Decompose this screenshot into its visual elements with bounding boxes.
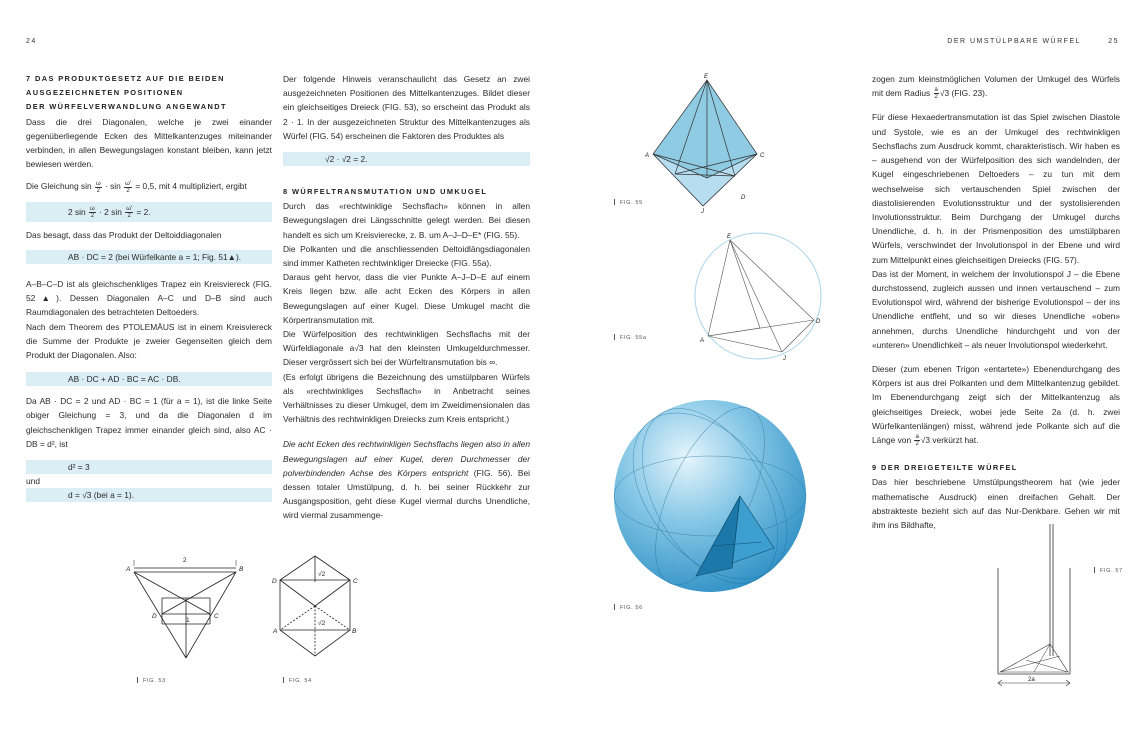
paragraph: Das besagt, dass das Produkt der Deltoiddiagonalen: [26, 229, 222, 240]
running-title: DER UMSTÜLPBARE WÜRFEL: [947, 38, 1081, 45]
equation-highlight: d = √3 (bei a = 1).: [26, 488, 272, 502]
fig56-sphere: [612, 396, 812, 596]
fig55a-label: D: [816, 319, 821, 325]
fraction: $\frac{a}{2}$: [934, 87, 938, 101]
fig53-label: A: [126, 566, 131, 573]
fraction: $\frac{\omega}{2}$: [95, 180, 101, 194]
fig54-label: C: [353, 578, 358, 585]
fig53-label: 2: [183, 557, 187, 564]
paragraph: Die Polkanten und die anschliessenden Deltoidlängsdiagonalen sind immer Katheten rechtwinkliger Dreiecke (FIG. 55a).: [283, 243, 530, 269]
fraction: $\frac{a}{2}$: [915, 434, 919, 448]
paragraph: Da AB · DC = 2 und AD · BC = 1 (für a = 1), ist die linke Seite obiger Gleichung = 3, und da die Diagonalen d im gleichschenkligen Trapez immer einander gleich sind, also AC · DB = d², ist: [26, 396, 272, 449]
equation-highlight: √2 · √2 = 2.: [283, 152, 530, 166]
fig54-label: D: [272, 578, 277, 585]
paragraph: Durch das «rechtwinklige Sechsflach» können in allen Bewegungslagen drei Längsschnitte gelegt werden. Bei diesen handelt es sich um Kreisvierecke, z. B. um A–J–D–E* (FIG. 55).: [283, 201, 530, 240]
paragraph: Für diese Hexaedertransmutation ist das Spiel zwischen Diastole und Systole, wie es an der Umkugel des rechtwinkligen Sechsflachs zum Ausdruck kommt, charakteristisch. Wir haben es – ausgehend von der Würfelposition des sich wandelnden, der Kugel eingeschriebenen Deltoeders – zu tun mit dem wechselweise sich vertauschenden Spiel zwischen der diastolisierenden Evolutionsstruktur und der systolisierenden Involutionsstruktur. Beim Durchgang der Umkugel durchs Unendliche, d. h. in der Prismenposition des umstülpbaren Würfels, verschwindet der Involutionspol in der Ebene und wird zum Mittelpunkt eines gleichseitigen Dreiecks (FIG. 57).: [872, 112, 1120, 265]
equation-highlight: 2 sin $\frac{\omega}{2}$ · 2 sin $\frac{\omega'}{2}$ = 2.: [26, 202, 272, 222]
fig55a-caption: FIG. 55a: [614, 334, 647, 341]
fig54-label: √2: [318, 571, 326, 578]
paragraph: Nach dem Theorem des PTOLEMÄUS ist in einem Kreisviereck die Summe der Produkte je zweier Gegenseiten gleich dem Produkt der Diagonalen. Also:: [26, 321, 272, 360]
fig55a-label: J: [783, 356, 786, 362]
fig54-diagram: [270, 552, 360, 664]
fig55a-diagram: [690, 228, 830, 366]
paragraph: Das hier beschriebene Umstülpungstheorem hat (wie jeder mathematische Ausdruck) einen dreifachen Gehalt. Der abstrakteste bezieht sich auf das Nur-Denkbare. Gehen wir mit ihm ins Bildhafte,: [872, 477, 1120, 531]
fig53-label: D: [152, 613, 157, 620]
fig55-caption: FIG. 55: [614, 199, 643, 206]
paragraph: Die acht Ecken des rechtwinkligen Sechsflachs liegen also in allen Bewegungslagen auf einer Kugel, deren Durchmesser der polverbindenden Achse des Körpers entspricht (FIG. 56). Bei dessen totaler Umstülpung, d. h. bei seiner Rückkehr zur Ausgangsposition, geht diese Kugel viermal durchs Unendliche, wird viermal zusammenge-: [283, 439, 531, 521]
page-number-right: 25: [1108, 38, 1119, 45]
fig57-label: 2a: [1028, 677, 1035, 683]
paragraph: zogen zum kleinstmöglichen Volumen der Umkugel des Würfels mit dem Radius $\frac{a}{2}$ √3 (FIG. 23).: [872, 74, 1120, 101]
fraction: $\frac{\omega'}{2}$: [125, 180, 131, 194]
paragraph: Daraus geht hervor, dass die vier Punkte A–J–D–E auf einem Kreis liegen bzw. alle acht Ecken des Körpers in allen Bewegungslagen auf einer Kugel. Diese Umkugel macht die Körpertransmutation mit.: [283, 272, 530, 325]
fig53-label: B: [239, 566, 244, 573]
fraction: $\frac{\omega'}{2}$: [126, 205, 133, 219]
paragraph: (Es erfolgt übrigens die Bezeichnung des umstülpbaren Würfels als «rechtwinkliges Sechsflach» in Anbetracht seines Verhältnisses zu dieser Umkugel, dem im Zweidimensionalen das Verhältnis des rechtwinkligen Dreiecks zum Kreis entspricht.): [283, 371, 530, 425]
section-9-heading: 9 DER DREIGETEILTE WÜRFEL: [872, 463, 1018, 473]
equation-highlight: AB · DC = 2 (bei Würfelkante a = 1; Fig. 51▲).: [26, 250, 272, 264]
fig53-label: C: [214, 613, 219, 620]
section-8-heading: 8 WÜRFELTRANSMUTATION UND UMKUGEL: [283, 187, 488, 197]
fig55-label: C: [760, 153, 765, 159]
column-2: [283, 72, 530, 523]
fig56-caption: FIG. 56: [614, 604, 643, 611]
fig53-label: 1: [186, 617, 190, 624]
fig55-label: A: [645, 153, 650, 159]
fig54-label: √2: [318, 620, 326, 627]
column-1: [26, 72, 272, 502]
fig54-label: B: [352, 628, 357, 635]
fig55-label: E: [704, 74, 709, 80]
page-number-left: 24: [26, 38, 37, 45]
fig53-caption: FIG. 53: [137, 677, 166, 684]
fig55a-label: A: [700, 338, 705, 344]
paragraph: Dass die drei Diagonalen, welche je zwei einander gegenüberliegende Ecken des Mittelkantenzuges miteinander verbinden, in allen Bewegungslagen konstant bleiben, kann jetzt bewiesen werden.: [26, 116, 272, 170]
fig54-caption: FIG. 54: [283, 677, 312, 684]
fig57-caption: FIG. 57: [1094, 567, 1123, 574]
fig57-diagram: [990, 520, 1082, 690]
fig55-diagram: [645, 70, 775, 215]
fig54-label: A: [273, 628, 278, 635]
conjunction: und: [26, 475, 40, 486]
paragraph: Dieser (zum ebenen Trigon «entartete») Ebenendurchgang des Körpers ist aus drei Polkanten und dem Mittelkantenzug gebildet. Im Ebenendurchgang zeigt sich der Mittelkantenzug als gleichseitiges Dreieck, wobei jede Seite 2a (d. h. zwei Würfelkantenlängen) misst, während jede Polkante sich auf die Länge von $\frac{a}{2}$ √3 verkürzt hat.: [872, 363, 1120, 448]
section-7-heading: 7 DAS PRODUKTGESETZ AUF DIE BEIDEN AUSGEZEICHNETEN POSITIONEN DER WÜRFELVERWANDLUNG ANGEWANDT: [26, 74, 227, 112]
fraction: $\frac{\omega}{2}$: [90, 205, 95, 219]
fig55-label: J: [701, 209, 704, 215]
equation-highlight: AB · DC + AD · BC = AC · DB.: [26, 372, 272, 386]
paragraph: Der folgende Hinweis veranschaulicht das Gesetz an zwei ausgezeichneten Positionen des Mittelkantenzuges. Bildet dieser ein gleichseitiges Dreieck (FIG. 53), so erscheint das Produkt als 2 · 1. In der ausgezeichneten Struktur des Mittelkantenzuges als Würfel (FIG. 54) erscheinen die Faktoren des Produktes als: [283, 74, 530, 141]
equation-highlight: d² = 3: [26, 460, 272, 474]
equation-line: Die Gleichung sin $\frac{\omega}{2}$ · sin $\frac{\omega'}{2}$ = 0,5, mit 4 multipliziert, ergibt: [26, 180, 247, 194]
fig53-diagram: [120, 552, 250, 664]
paragraph: A–B–C–D ist als gleichschenkliges Trapez ein Kreisviereck (FIG. 52▲). Dessen Diagonalen A–C und D–B sind auch Raumdiagonalen des betrachteten Deltoeders.: [26, 278, 272, 318]
fig55-label: D: [741, 195, 746, 201]
column-4: [872, 72, 1120, 532]
fig55a-label: E: [727, 234, 732, 240]
paragraph: Das ist der Moment, in welchem der Involutionspol J – die Ebene durchstossend, zugleich aussen und innen vertauschend – zum Evolutionspol wird, während der bisherige Evolutionspol – der ins Unendliche entfleht, und so wir dieses Unendliche «oben» annehmen, durchs Unendliche hindurchgeht und von der «unteren» Unendlichkeit – als neuer Involutionspol wiederkehrt.: [872, 268, 1120, 350]
paragraph: Die Würfelposition des rechtwinkligen Sechsflachs mit der Würfeldiagonale a√3 hat den kleinsten Umkugeldurchmesser. Dieser vergrössert sich bei der Würfeltransmutation bis ∞.: [283, 329, 530, 368]
